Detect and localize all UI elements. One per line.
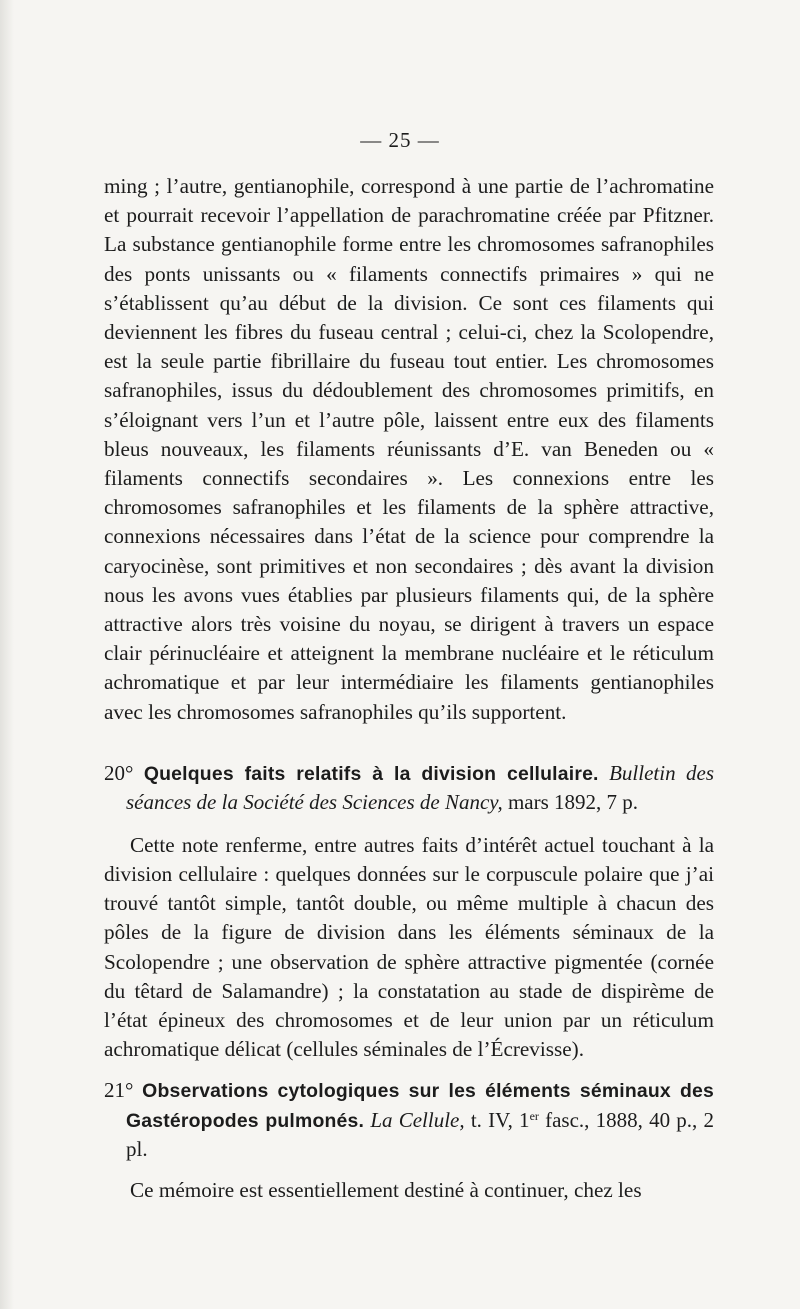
entry-20-summary: Cette note renferme, entre autres faits d’intérêt actuel touchant à la division cellulaire : quelques données sur le corpuscule polaire que j’ai trouvé tantôt simple, tantôt double, ou même multiple à chacun des pôles de la figure de division dans les éléments séminaux de la Scolopendre ; une observation de sphère attractive pigmentée (cornée du têtard de Salamandre) ; la constatation au stade de dispirème de l’état épineux des chromosomes et de leur union par un réticulum achromatique délicat (cellules séminales de l’Écrevisse). xyxy=(104,832,714,1062)
entry-number: 20° xyxy=(104,760,134,785)
entry-journal: Bulletin des séances de la Société des Sciences de Nancy, xyxy=(126,760,715,815)
entry-details-a: t. IV, 1 xyxy=(470,1107,530,1132)
continued-paragraph: ming ; l’autre, gentianophile, correspond à une partie de l’achromatine et pourrait recevoir l’appellation de parachromatine créée par Pfitzner. La substance gentianophile forme entre les chromosomes safranophiles des ponts unissants ou « filaments connectifs primaires » qui ne s’établissent qu’au début de la division. Ce sont ces filaments qui deviennent les fibres du fuseau central ; celui-ci, chez la Scolopendre, est la seule partie fibrillaire du fuseau tout entier. Les chromosomes safranophiles, issus du dédoublement des chromosomes primitifs, en s’éloignant vers l’un et l’autre pôle, laissent entre eux des filaments bleus nouveaux, les filaments réunissants d’E. van Beneden ou « filaments connectifs secondaires ». Les connexions entre les chromosomes safranophiles et les filaments de la sphère attractive, connexions nécessaires dans l’état de la science pour comprendre la caryocinèse, sont primitives et non secondaires ; dès avant la division nous les avons vues établies par plusieurs filaments qui, de la sphère attractive alors très voisine du noyau, se dirigent à travers un espace clair périnucléaire et atteignent la membrane nucléaire et le réticulum achromatique et par leur intermédiaire les filaments gentianophiles avec les chromosomes safranophiles qu’ils supportent. xyxy=(104,174,714,724)
entry-title: Quelques faits relatifs à la division cellulaire. xyxy=(143,762,599,785)
page-number: — 25 — xyxy=(360,128,440,152)
page-content xyxy=(104,172,714,1205)
entry-details-b: fasc., 1888, 40 p., 2 pl. xyxy=(126,1107,715,1162)
entry-21-summary: Ce mémoire est essentiellement destiné à continuer, chez les xyxy=(130,1177,642,1202)
entry-details: mars 1892, 7 p. xyxy=(507,790,639,815)
entry-20-heading xyxy=(104,759,714,817)
entry-number: 21° xyxy=(104,1078,134,1103)
page-edge-shadow xyxy=(0,0,14,1309)
entry-title: Observations cytologiques sur les éléments séminaux des Gastéropodes pulmonés. xyxy=(126,1080,714,1132)
entry-details-sup: er xyxy=(529,1108,539,1123)
entry-21-heading xyxy=(104,1076,714,1164)
entry-journal: La Cellule, xyxy=(370,1107,465,1132)
